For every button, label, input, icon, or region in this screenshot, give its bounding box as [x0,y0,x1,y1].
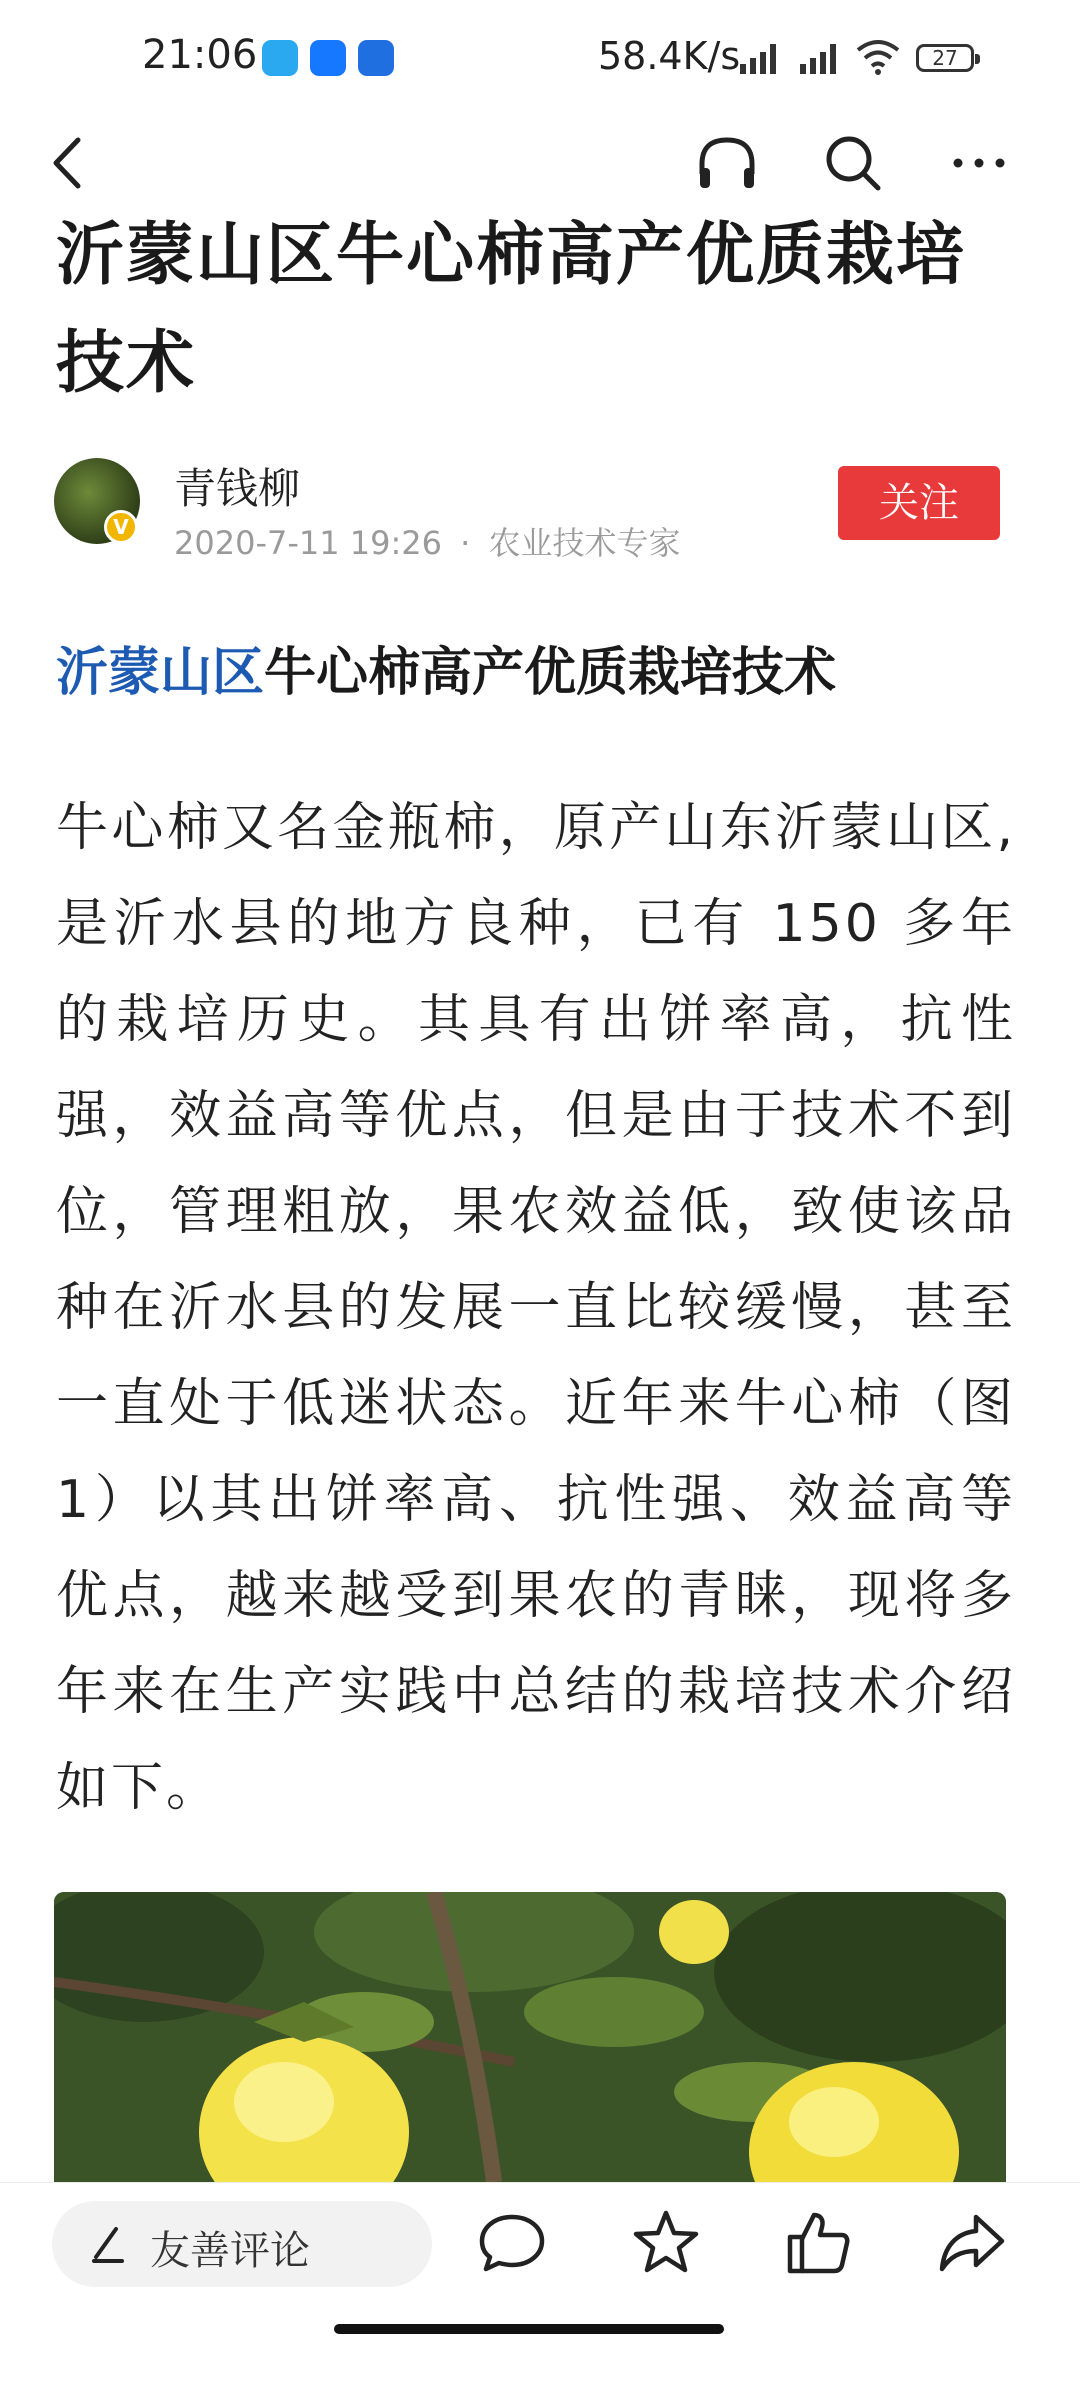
comment-icon[interactable] [476,2207,548,2279]
star-icon[interactable] [630,2207,702,2279]
post-timestamp: 2020-7-11 19:26 [174,524,442,562]
headphones-icon[interactable] [692,128,762,198]
home-indicator[interactable] [334,2324,724,2334]
wifi-icon [854,38,902,76]
hd-signal-icon [736,40,790,76]
follow-button[interactable]: 关注 [838,466,1000,540]
thumbs-up-icon[interactable] [782,2207,854,2279]
verified-badge: V [104,510,138,544]
author-role: 农业技术专家 [488,524,681,562]
comment-placeholder: 友善评论 [150,2228,310,2274]
pen-icon [86,2223,126,2265]
tplink-icon [262,40,298,76]
battery-indicator: 27 [916,44,974,72]
article-subtitle [56,630,836,705]
more-icon[interactable] [944,128,1014,198]
app-icon [358,40,394,76]
location-link[interactable]: 沂蒙山区 [56,643,265,703]
author-meta [174,518,681,564]
subtitle-text: 牛心柿高产优质栽培技术 [264,643,837,703]
back-icon[interactable] [36,128,106,198]
share-icon[interactable] [936,2207,1008,2279]
yupao-icon [310,40,346,76]
meta-separator: · [460,524,471,562]
network-speed: 58.4K/s [598,34,741,78]
comment-input[interactable] [52,2201,432,2287]
article-photo[interactable] [54,1892,1006,2182]
persimmon-photo [54,1892,1006,2182]
search-icon[interactable] [818,128,888,198]
bottom-action-bar [0,2182,1080,2401]
top-navigation [0,110,1080,210]
article-body: 牛心柿又名金瓶柿，原产山东沂蒙山区,是沂水县的地方良种，已有 150 多年的栽培历史。其具有出饼率高，抗性强，效益高等优点，但是由于技术不到位，管理粗放，果农效益低，致使该品种在沂水县的发展一直比较缓慢，甚至一直处于低迷状态。近年来牛心柿（图 1）以其出饼率高、抗性强、效益高等优点，越来越受到果农的青睐，现将多年来在生产实践中总结的栽培技术介绍如下。 [56,798,1016,1818]
status-time: 21:06 [142,32,258,78]
status-bar [0,0,1080,110]
author-name[interactable]: 青钱柳 [174,464,301,513]
article-title: 沂蒙山区牛心柿高产优质栽培技术 [56,216,967,403]
hd-signal-icon [796,40,850,76]
